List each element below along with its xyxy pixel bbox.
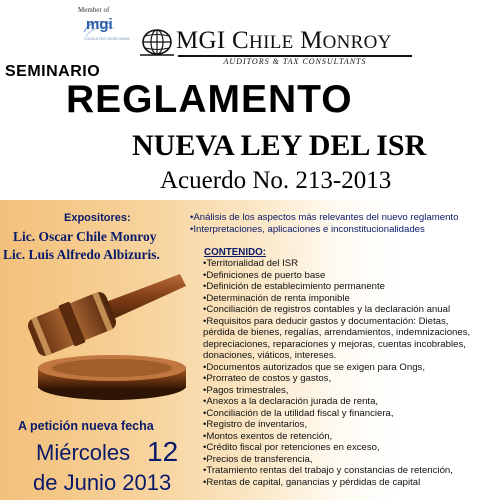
reglamento-title: REGLAMENTO (66, 78, 353, 121)
member-of-label: Member of (78, 6, 110, 14)
list-item: •Anexos a la declaración jurada de renta, (203, 396, 379, 407)
event-weekday: Miércoles (36, 440, 131, 465)
event-day-number: 12 (147, 436, 179, 467)
list-item: •Definiciones de puerto base (203, 269, 326, 281)
list-item: •Requisitos para deducir gastos y documentación: Dietas, (203, 315, 449, 327)
list-item: •Prorrateo de costos y gastos, (203, 373, 332, 384)
list-item: •Documentos autorizados que se exigen para Ongs, (203, 361, 426, 373)
seminario-label: SEMINARIO (5, 63, 101, 80)
list-item: •Conciliación de la utilidad fiscal y financiera, (203, 407, 394, 419)
brand-name-part: M (293, 27, 323, 54)
contenido-list (203, 258, 500, 488)
speaker-name: Lic. Luis Alfredo Albizuris. (3, 247, 160, 262)
brand-name-part: MGI C (176, 27, 250, 54)
mgi-small-logo-text: mgi (86, 16, 113, 33)
list-item: •Conciliación de registros contables y la declaración anual (203, 304, 451, 315)
list-item: •Precios de transferencia, (203, 453, 313, 465)
list-item: donaciones, viáticos, intereses. (203, 350, 337, 361)
mgi-chile-monroy-logo (140, 26, 412, 66)
list-item: •Montos exentos de retención, (203, 430, 333, 442)
mgi-member-badge (78, 6, 138, 41)
gavel-icon (12, 268, 188, 410)
brand-name-part: HILE (249, 32, 294, 53)
speaker-name: Lic. Oscar Chile Monroy (13, 229, 157, 244)
brand-name (176, 27, 392, 55)
peticion-label: A petición nueva fecha (18, 419, 154, 433)
list-item: depreciaciones, reparaciones y mejoras, cuentas incobrables, (203, 338, 466, 350)
brand-subtitle: AUDITORS & TAX CONSULTANTS (223, 57, 367, 66)
mgi-small-logo-subtitle: CONSULTING WORLDWIDE (84, 37, 130, 41)
intro-bullets (190, 212, 500, 235)
list-item: •Registro de inventarios, (203, 419, 308, 430)
list-item: •Tratamiento rentas del trabajo y constancias de retención, (203, 465, 453, 476)
expositores-heading: Expositores: (64, 212, 131, 224)
list-item: •Territorialidad del ISR (203, 258, 299, 269)
list-item: •Definición de establecimiento permanente (203, 281, 386, 292)
intro-item: •Interpretaciones, aplicaciones e inconstitucionalidades (190, 223, 425, 235)
globe-icon (140, 28, 174, 56)
list-item: •Pagos trimestrales, (203, 384, 289, 396)
intro-item: •Análisis de los aspectos más relevantes del nuevo reglamento (190, 212, 459, 223)
event-month-year: de Junio 2013 (33, 470, 172, 495)
acuerdo-number: Acuerdo No. 213-2013 (160, 167, 392, 194)
list-item: •Crédito fiscal por retenciones en exceso, (203, 442, 380, 453)
contenido-heading: CONTENIDO: (204, 247, 267, 258)
brand-name-part: ONROY (322, 32, 392, 53)
list-item: pérdida de bienes, regalías, arrendamientos, indemnizaciones, (203, 327, 471, 338)
nueva-ley-title: NUEVA LEY DEL ISR (132, 129, 427, 162)
list-item: •Determinación de renta imponible (203, 292, 350, 304)
list-item: •Rentas de capital, ganancias y pérdidas de capital (203, 476, 421, 488)
